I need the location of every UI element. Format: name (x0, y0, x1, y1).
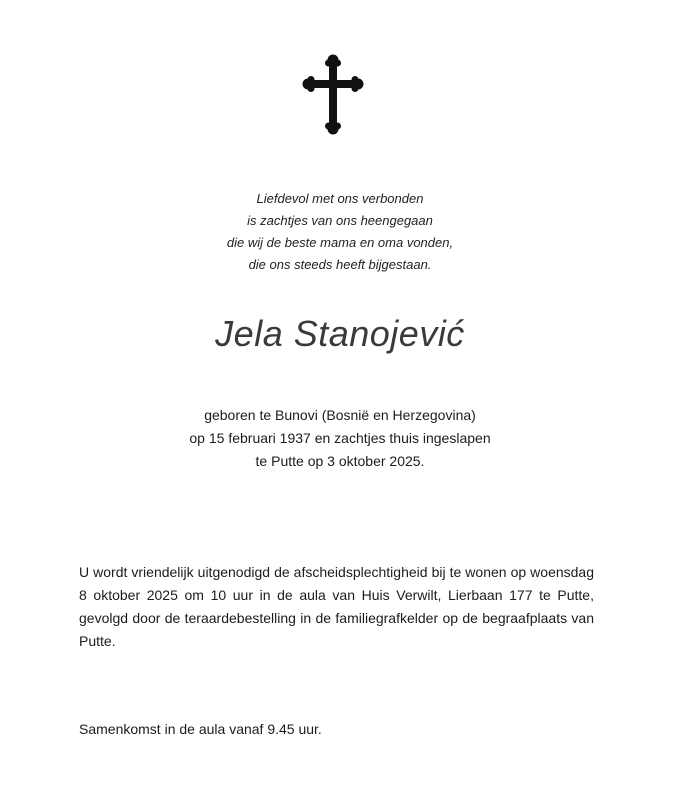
details-line: op 15 februari 1937 en zachtjes thuis ingeslapen (189, 430, 491, 446)
funeral-invitation: U wordt vriendelijk uitgenodigd de afscheidsplechtigheid bij te wonen op woensdag 8 oktober 2025 om 10 uur in de aula van Huis Verwilt, Lierbaan 177 te Putte, gevolgd door de teraardebestelling in de familiegrafkelder op de begraafplaats van Putte. (79, 564, 594, 649)
poem-line: is zachtjes van ons heengegaan (247, 213, 433, 228)
poem-line: Liefdevol met ons verbonden (256, 191, 424, 206)
poem-line: die ons steeds heeft bijgestaan. (248, 257, 432, 272)
details-line: te Putte op 3 oktober 2025. (255, 453, 425, 469)
cross-icon (302, 54, 364, 136)
deceased-name: Jela Stanojević (215, 313, 465, 354)
details-line: geboren te Bunovi (Bosnië en Herzegovina) (204, 407, 476, 423)
memorial-poem (0, 188, 680, 276)
poem-line: die wij de beste mama en oma vonden, (226, 235, 454, 250)
birth-and-death-details (0, 404, 680, 473)
gathering-notice: Samenkomst in de aula vanaf 9.45 uur. (79, 721, 322, 737)
